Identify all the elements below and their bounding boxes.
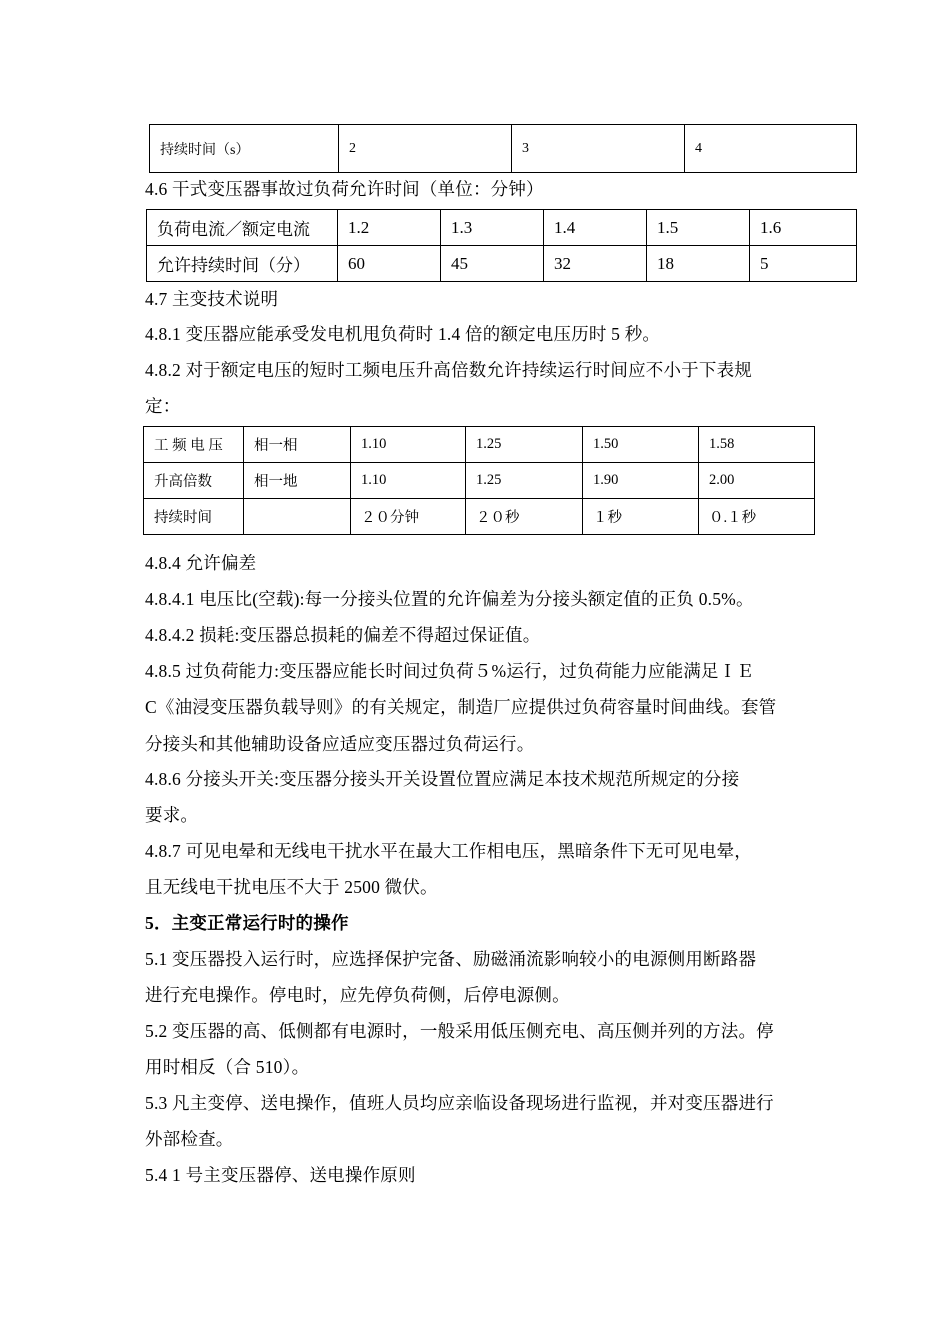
paragraph-line: 分接头和其他辅助设备应适应变压器过负荷运行。 [145,734,535,754]
table-cell: 负荷电流／额定电流 [147,210,338,246]
duration-table [149,124,857,173]
table-row [147,246,857,282]
table-cell: 18 [647,246,750,282]
paragraph-line: 5.1 变压器投入运行时，应选择保护完备、励磁涌流影响较小的电源侧用断路器 [145,949,757,969]
table-cell: 1.10 [351,463,466,499]
table-cell: 3 [512,125,685,173]
paragraph-line: 4.8.4.1 电压比(空载):每一分接头位置的允许偏差为分接头额定值的正负 0.5%。 [145,589,754,609]
table-cell [244,499,351,535]
table-cell: 1.5 [647,210,750,246]
table-cell: 1.58 [699,427,815,463]
paragraph-4-8-2-cont: 定： [145,396,181,416]
paragraph-line: C《油浸变压器负载导则》的有关规定，制造厂应提供过负荷容量时间曲线。套管 [145,697,777,717]
table-cell: 1.4 [544,210,647,246]
paragraph-line: 要求。 [145,805,199,825]
table-cell: 1.6 [750,210,857,246]
table-cell: 相一地 [244,463,351,499]
table-cell: 允许持续时间（分） [147,246,338,282]
paragraph-line: 5.2 变压器的高、低侧都有电源时，一般采用低压侧充电、高压侧并列的方法。停 [145,1021,774,1041]
paragraph-line: 4.8.6 分接头开关:变压器分接头开关设置位置应满足本技术规范所规定的分接 [145,769,740,789]
table-cell: 4 [685,125,857,173]
table-row [144,499,815,535]
paragraph-line: 外部检查。 [145,1129,234,1149]
table-cell: 1.10 [351,427,466,463]
table-cell: 45 [441,246,544,282]
paragraph-line: 5.3 凡主变停、送电操作，值班人员均应亲临设备现场进行监视，并对变压器进行 [145,1093,774,1113]
table-cell: 1.25 [466,427,583,463]
table-cell: 1.3 [441,210,544,246]
paragraph-4-8-1: 4.8.1 变压器应能承受发电机甩负荷时 1.4 倍的额定电压历时 5 秒。 [145,324,661,344]
paragraph-line: 进行充电操作。停电时，应先停负荷侧，后停电源侧。 [145,985,570,1005]
voltage-rise-table [143,426,815,535]
table-cell: 相一相 [244,427,351,463]
table-row [150,125,857,173]
paragraph-line: 用时相反（合 510）。 [145,1057,310,1077]
paragraph-4-7: 4.7 主变技术说明 [145,289,279,309]
paragraph-4-8-2: 4.8.2 对于额定电压的短时工频电压升高倍数允许持续运行时间应不小于下表规 [145,360,752,380]
section-heading-5: 5．主变正常运行时的操作 [145,913,349,933]
table-cell: 2.00 [699,463,815,499]
table-cell: 1.2 [338,210,441,246]
paragraph-line: 4.8.5 过负荷能力:变压器应能长时间过负荷５%运行，过负荷能力应能满足ＩＥ [145,661,755,681]
table-cell: 1.25 [466,463,583,499]
table-row [144,463,815,499]
table-cell: 持续时间（s） [150,125,339,173]
overload-time-table [146,209,857,282]
table-cell: 60 [338,246,441,282]
paragraph-line: 4.8.4 允许偏差 [145,553,257,573]
table-cell: 1.50 [583,427,699,463]
table-cell: 5 [750,246,857,282]
table-cell: １秒 [583,499,699,535]
table-cell: 升高倍数 [144,463,244,499]
table-cell: ２０分钟 [351,499,466,535]
table-cell: 持续时间 [144,499,244,535]
table-cell: 工 频 电 压 [144,427,244,463]
table-row [144,427,815,463]
paragraph-line: 4.8.7 可见电晕和无线电干扰水平在最大工作相电压，黑暗条件下无可见电晕， [145,841,752,861]
table-cell: 2 [339,125,512,173]
table-cell: ２０秒 [466,499,583,535]
paragraph-line: 且无线电干扰电压不大于 2500 微伏。 [145,877,438,897]
section-heading-4-6: 4.6 干式变压器事故过负荷允许时间（单位：分钟） [145,179,544,199]
paragraph-line: 5.4 1 号主变压器停、送电操作原则 [145,1165,416,1185]
table-cell: 1.90 [583,463,699,499]
paragraph-line: 4.8.4.2 损耗:变压器总损耗的偏差不得超过保证值。 [145,625,541,645]
table-cell: 32 [544,246,647,282]
table-cell: ０.１秒 [699,499,815,535]
table-row [147,210,857,246]
